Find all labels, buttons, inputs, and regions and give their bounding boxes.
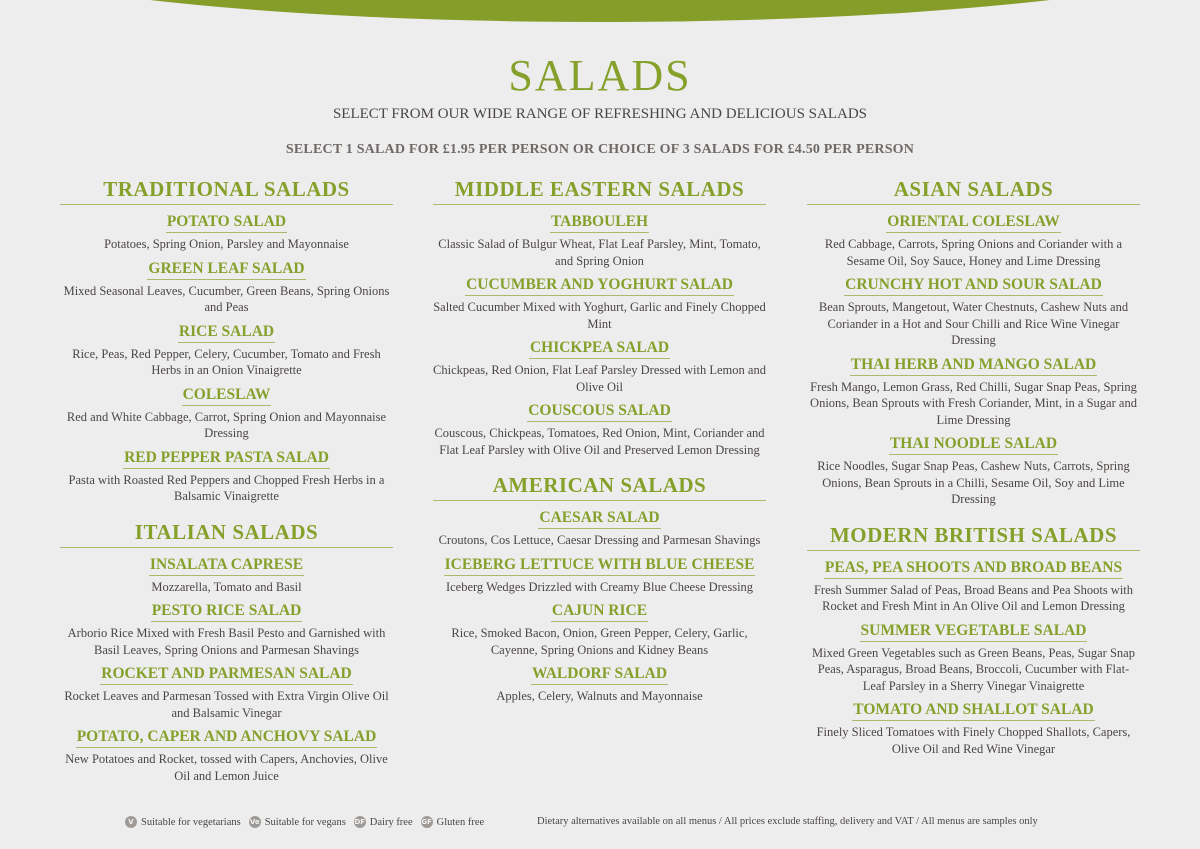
- menu-item: [433, 399, 766, 458]
- item-description: Pasta with Roasted Red Peppers and Chopped Fresh Herbs in a Balsamic Vinaigrette: [68, 472, 385, 503]
- item-description: Chickpeas, Red Onion, Flat Leaf Parsley Dressed with Lemon and Olive Oil: [433, 363, 766, 394]
- menu-item: [433, 506, 766, 549]
- menu-item: [60, 320, 393, 379]
- menu-item: [433, 273, 766, 332]
- menu-item: [60, 599, 393, 658]
- menu-column-3: [807, 176, 1140, 761]
- item-name: GREEN LEAF SALAD: [147, 259, 305, 280]
- item-description: Red and White Cabbage, Carrot, Spring Onion and Mayonnaise Dressing: [66, 409, 387, 440]
- item-description: Bean Sprouts, Mangetout, Water Chestnuts, Cashew Nuts and Coriander in a Hot and Sour Chilli and Rice Wine Vinegar Dressing: [818, 300, 1129, 347]
- menu-item: [433, 662, 766, 705]
- legend-gluten-free: [421, 816, 485, 828]
- item-description: Red Cabbage, Carrots, Spring Onions and Coriander with a Sesame Oil, Soy Sauce, Honey and Lime Dressing: [824, 237, 1123, 268]
- page-subtitle: SELECT FROM OUR WIDE RANGE OF REFRESHING AND DELICIOUS SALADS: [332, 106, 868, 122]
- legend-label: Gluten free: [436, 816, 485, 828]
- pricing-info: SELECT 1 SALAD FOR £1.95 PER PERSON OR CHOICE OF 3 SALADS FOR £4.50 PER PERSON: [285, 142, 915, 157]
- item-name: POTATO, CAPER AND ANCHOVY SALAD: [76, 727, 378, 748]
- menu-item: [807, 432, 1140, 508]
- menu-item: [60, 210, 393, 253]
- legend-label: Dairy free: [369, 816, 413, 828]
- item-description: Fresh Mango, Lemon Grass, Red Chilli, Sugar Snap Peas, Spring Onions, Bean Sprouts with Fresh Coriander, Mint, in a Sugar and Lime Dressing: [810, 379, 1137, 427]
- item-description: Classic Salad of Bulgur Wheat, Flat Leaf Parsley, Mint, Tomato, and Spring Onion: [438, 237, 761, 268]
- menu-item: [60, 662, 393, 721]
- menu-item: [60, 553, 393, 596]
- vegetarian-icon: V: [125, 816, 137, 828]
- menu-column-2: [433, 176, 766, 709]
- menu-item: [433, 336, 766, 395]
- vegan-icon: Ve: [249, 818, 260, 826]
- item-name: RICE SALAD: [178, 322, 275, 343]
- item-description: New Potatoes and Rocket, tossed with Capers, Anchovies, Olive Oil and Lemon Juice: [65, 752, 388, 783]
- legend-label: Suitable for vegans: [264, 816, 346, 828]
- item-name: WALDORF SALAD: [531, 664, 668, 685]
- menu-item: [807, 210, 1140, 269]
- menu-item: [807, 556, 1140, 615]
- item-description: Mixed Seasonal Leaves, Cucumber, Green Beans, Spring Onions and Peas: [63, 283, 390, 314]
- dairy-free-icon: DF: [354, 818, 366, 826]
- item-description: Mozzarella, Tomato and Basil: [151, 579, 302, 594]
- item-name: COUSCOUS SALAD: [527, 401, 672, 422]
- item-name: ORIENTAL COLESLAW: [886, 212, 1060, 233]
- item-description: Rice, Smoked Bacon, Onion, Green Pepper, Celery, Garlic, Cayenne, Spring Onions and Kidney Beans: [451, 626, 748, 657]
- dietary-legend: [125, 816, 492, 828]
- legend-dairy-free: [354, 816, 413, 828]
- item-description: Apples, Celery, Walnuts and Mayonnaise: [496, 689, 703, 703]
- item-name: TOMATO AND SHALLOT SALAD: [852, 700, 1094, 721]
- item-name: CHICKPEA SALAD: [529, 338, 670, 359]
- item-name: CAJUN RICE: [551, 601, 648, 622]
- menu-item: [60, 257, 393, 316]
- item-name: SUMMER VEGETABLE SALAD: [860, 621, 1088, 642]
- item-description: Rocket Leaves and Parmesan Tossed with Extra Virgin Olive Oil and Balsamic Vinegar: [64, 689, 389, 720]
- menu-item: [807, 698, 1140, 757]
- menu-item: [807, 273, 1140, 349]
- menu-item: [60, 383, 393, 442]
- item-description: Arborio Rice Mixed with Fresh Basil Pesto and Garnished with Basil Leaves, Spring Onions and Parmesan Shavings: [67, 626, 386, 657]
- category-heading: ITALIAN SALADS: [60, 519, 393, 548]
- item-name: THAI HERB AND MANGO SALAD: [850, 355, 1097, 376]
- item-name: CAESAR SALAD: [538, 508, 660, 529]
- category-heading: MIDDLE EASTERN SALADS: [433, 176, 766, 205]
- item-description: Couscous, Chickpeas, Tomatoes, Red Onion, Mint, Coriander and Flat Leaf Parsley with Olive Oil and Preserved Lemon Dressing: [434, 426, 765, 457]
- item-description: Rice Noodles, Sugar Snap Peas, Cashew Nuts, Carrots, Spring Onions, Bean Sprouts in a Chilli, Sesame Oil, Soy and Lime Dressing: [817, 459, 1130, 506]
- item-description: Iceberg Wedges Drizzled with Creamy Blue Cheese Dressing: [445, 579, 754, 594]
- menu-item: [433, 599, 766, 658]
- item-name: TABBOULEH: [550, 212, 649, 233]
- top-decorative-band: [0, 0, 1200, 22]
- menu-item: [807, 353, 1140, 429]
- item-name: POTATO SALAD: [166, 212, 287, 233]
- menu-item: [433, 553, 766, 596]
- menu-item: [60, 446, 393, 505]
- menu-column-1: [60, 176, 393, 788]
- item-name: ROCKET AND PARMESAN SALAD: [100, 664, 352, 685]
- category-heading: ASIAN SALADS: [807, 176, 1140, 205]
- item-name: PEAS, PEA SHOOTS AND BROAD BEANS: [824, 558, 1123, 579]
- menu-item: [807, 619, 1140, 695]
- item-name: THAI NOODLE SALAD: [889, 434, 1058, 455]
- legend-vegetarian: [125, 816, 241, 828]
- gluten-free-icon: GF: [421, 818, 432, 826]
- item-name: PESTO RICE SALAD: [151, 601, 303, 622]
- item-name: INSALATA CAPRESE: [149, 555, 304, 576]
- legend-vegan: [249, 816, 346, 828]
- item-name: CUCUMBER AND YOGHURT SALAD: [465, 275, 734, 296]
- footer-notes: Dietary alternatives available on all menus / All prices exclude staffing, delivery and VAT / All menus are samples only: [537, 816, 1038, 827]
- item-description: Potatoes, Spring Onion, Parsley and Mayonnaise: [104, 237, 349, 251]
- item-description: Croutons, Cos Lettuce, Caesar Dressing and Parmesan Shavings: [438, 533, 761, 547]
- item-description: Fresh Summer Salad of Peas, Broad Beans and Pea Shoots with Rocket and Fresh Mint in An Olive Oil and Lemon Dressing: [813, 582, 1134, 613]
- item-name: CRUNCHY HOT AND SOUR SALAD: [844, 275, 1103, 296]
- menu-item: [60, 725, 393, 784]
- item-description: Mixed Green Vegetables such as Green Beans, Peas, Sugar Snap Peas, Asparagus, Broad Beans, Broccoli, Cucumber with Flat-Leaf Parsley in a Sherry Vinegar Vinaigrette: [812, 645, 1135, 693]
- category-heading: TRADITIONAL SALADS: [60, 176, 393, 205]
- legend-label: Suitable for vegetarians: [141, 816, 241, 828]
- item-name: ICEBERG LETTUCE WITH BLUE CHEESE: [444, 555, 756, 576]
- category-heading: MODERN BRITISH SALADS: [807, 522, 1140, 551]
- item-description: Finely Sliced Tomatoes with Finely Chopped Shallots, Capers, Olive Oil and Red Wine Vinegar: [816, 725, 1131, 756]
- item-name: COLESLAW: [182, 385, 272, 406]
- item-description: Rice, Peas, Red Pepper, Celery, Cucumber, Tomato and Fresh Herbs in an Onion Vinaigrette: [72, 346, 381, 377]
- item-name: RED PEPPER PASTA SALAD: [123, 448, 330, 469]
- category-heading: AMERICAN SALADS: [433, 472, 766, 501]
- item-description: Salted Cucumber Mixed with Yoghurt, Garlic and Finely Chopped Mint: [433, 300, 766, 331]
- menu-item: [433, 210, 766, 269]
- page-title: SALADS: [508, 51, 692, 100]
